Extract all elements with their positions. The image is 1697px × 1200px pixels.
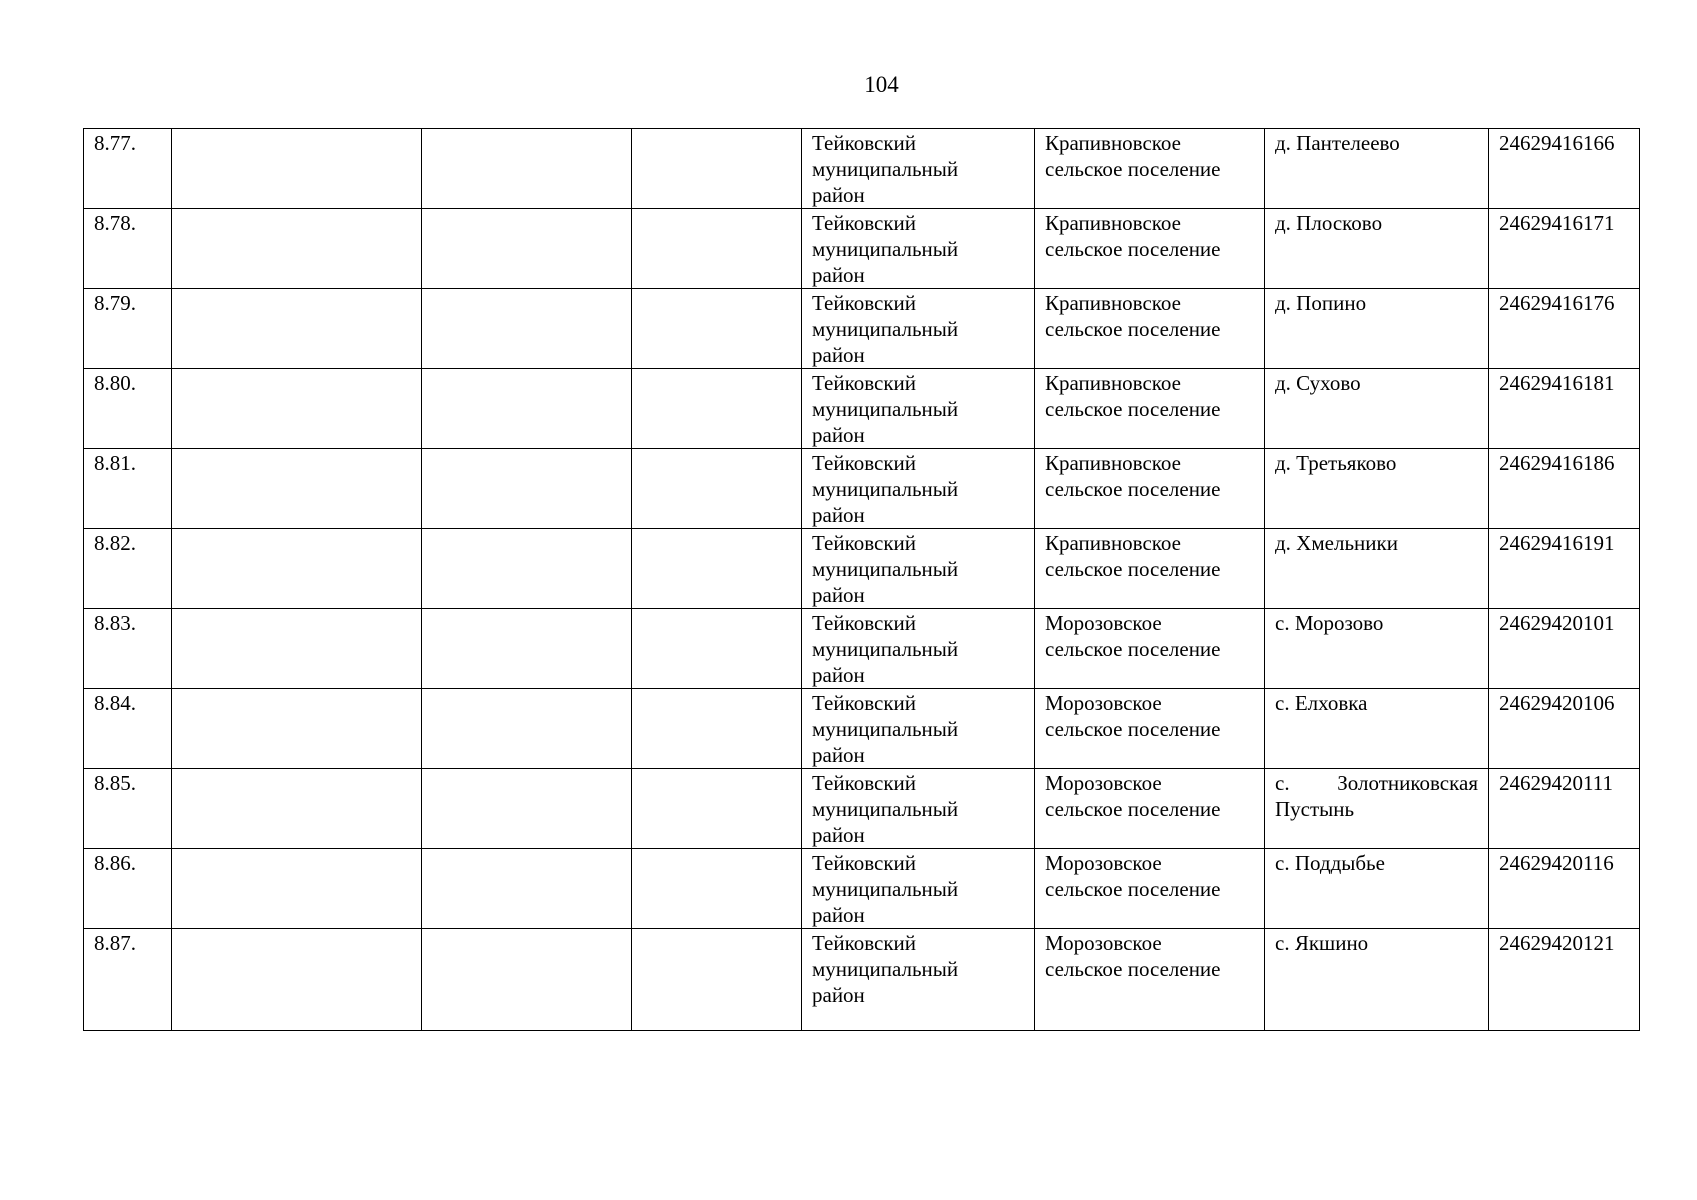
district-cell: Тейковский муниципальный район bbox=[802, 369, 1035, 449]
row-number-cell: 8.83. bbox=[84, 609, 172, 689]
district-cell: Тейковский муниципальный район bbox=[802, 849, 1035, 929]
settlement-cell: с. Золотниковская Пустынь bbox=[1265, 769, 1489, 849]
row-number-cell: 8.81. bbox=[84, 449, 172, 529]
municipality-cell: Крапивновское сельское поселение bbox=[1035, 129, 1265, 209]
row-number-cell: 8.84. bbox=[84, 689, 172, 769]
table-row bbox=[84, 129, 1640, 209]
district-cell: Тейковский муниципальный район bbox=[802, 209, 1035, 289]
settlement-cell: д. Пантелеево bbox=[1265, 129, 1489, 209]
municipality-cell: Крапивновское сельское поселение bbox=[1035, 529, 1265, 609]
empty-cell bbox=[422, 369, 632, 449]
district-cell: Тейковский муниципальный район bbox=[802, 529, 1035, 609]
settlement-cell: с. Морозово bbox=[1265, 609, 1489, 689]
empty-cell bbox=[172, 369, 422, 449]
settlement-cell: д. Хмельники bbox=[1265, 529, 1489, 609]
row-number-cell: 8.85. bbox=[84, 769, 172, 849]
row-number-cell: 8.87. bbox=[84, 929, 172, 1031]
empty-cell bbox=[422, 689, 632, 769]
municipality-cell: Морозовское сельское поселение bbox=[1035, 849, 1265, 929]
settlement-cell: с. Елховка bbox=[1265, 689, 1489, 769]
empty-cell bbox=[632, 929, 802, 1031]
empty-cell bbox=[172, 689, 422, 769]
district-cell: Тейковский муниципальный район bbox=[802, 609, 1035, 689]
row-number-cell: 8.80. bbox=[84, 369, 172, 449]
empty-cell bbox=[172, 929, 422, 1031]
empty-cell bbox=[632, 849, 802, 929]
district-cell: Тейковский муниципальный район bbox=[802, 129, 1035, 209]
table-row bbox=[84, 369, 1640, 449]
oktmo-code-cell: 24629420116 bbox=[1489, 849, 1640, 929]
municipality-cell: Морозовское сельское поселение bbox=[1035, 689, 1265, 769]
empty-cell bbox=[172, 529, 422, 609]
row-number-cell: 8.78. bbox=[84, 209, 172, 289]
empty-cell bbox=[632, 129, 802, 209]
empty-cell bbox=[172, 129, 422, 209]
table-row bbox=[84, 849, 1640, 929]
row-number-cell: 8.82. bbox=[84, 529, 172, 609]
settlements-table bbox=[83, 128, 1640, 1031]
settlement-cell: с. Якшино bbox=[1265, 929, 1489, 1031]
table-row bbox=[84, 769, 1640, 849]
row-number-cell: 8.86. bbox=[84, 849, 172, 929]
district-cell: Тейковский муниципальный район bbox=[802, 689, 1035, 769]
oktmo-code-cell: 24629416191 bbox=[1489, 529, 1640, 609]
row-number-cell: 8.77. bbox=[84, 129, 172, 209]
empty-cell bbox=[172, 849, 422, 929]
row-number-cell: 8.79. bbox=[84, 289, 172, 369]
oktmo-code-cell: 24629416171 bbox=[1489, 209, 1640, 289]
municipality-cell: Крапивновское сельское поселение bbox=[1035, 289, 1265, 369]
oktmo-code-cell: 24629420121 bbox=[1489, 929, 1640, 1031]
oktmo-code-cell: 24629420106 bbox=[1489, 689, 1640, 769]
empty-cell bbox=[632, 289, 802, 369]
oktmo-code-cell: 24629420101 bbox=[1489, 609, 1640, 689]
district-cell: Тейковский муниципальный район bbox=[802, 929, 1035, 1031]
empty-cell bbox=[632, 689, 802, 769]
table-row bbox=[84, 689, 1640, 769]
empty-cell bbox=[632, 449, 802, 529]
empty-cell bbox=[632, 609, 802, 689]
settlement-cell: с. Поддыбье bbox=[1265, 849, 1489, 929]
empty-cell bbox=[632, 769, 802, 849]
oktmo-code-cell: 24629416166 bbox=[1489, 129, 1640, 209]
empty-cell bbox=[632, 529, 802, 609]
oktmo-code-cell: 24629416186 bbox=[1489, 449, 1640, 529]
empty-cell bbox=[422, 609, 632, 689]
municipality-cell: Крапивновское сельское поселение bbox=[1035, 209, 1265, 289]
table-row bbox=[84, 449, 1640, 529]
empty-cell bbox=[422, 449, 632, 529]
municipality-cell: Морозовское сельское поселение bbox=[1035, 929, 1265, 1031]
municipality-cell: Морозовское сельское поселение bbox=[1035, 769, 1265, 849]
empty-cell bbox=[422, 929, 632, 1031]
table-row bbox=[84, 289, 1640, 369]
district-cell: Тейковский муниципальный район bbox=[802, 289, 1035, 369]
empty-cell bbox=[422, 129, 632, 209]
table-row bbox=[84, 609, 1640, 689]
empty-cell bbox=[422, 849, 632, 929]
empty-cell bbox=[172, 449, 422, 529]
municipality-cell: Крапивновское сельское поселение bbox=[1035, 449, 1265, 529]
settlement-cell: д. Плосково bbox=[1265, 209, 1489, 289]
empty-cell bbox=[422, 209, 632, 289]
empty-cell bbox=[172, 289, 422, 369]
empty-cell bbox=[422, 769, 632, 849]
empty-cell bbox=[172, 209, 422, 289]
table-row bbox=[84, 929, 1640, 1031]
settlement-cell: д. Сухово bbox=[1265, 369, 1489, 449]
district-cell: Тейковский муниципальный район bbox=[802, 449, 1035, 529]
oktmo-code-cell: 24629416181 bbox=[1489, 369, 1640, 449]
settlement-cell: д. Третьяково bbox=[1265, 449, 1489, 529]
table-row bbox=[84, 529, 1640, 609]
settlement-cell: д. Попино bbox=[1265, 289, 1489, 369]
empty-cell bbox=[632, 369, 802, 449]
empty-cell bbox=[172, 609, 422, 689]
empty-cell bbox=[632, 209, 802, 289]
district-cell: Тейковский муниципальный район bbox=[802, 769, 1035, 849]
empty-cell bbox=[422, 289, 632, 369]
table-row bbox=[84, 209, 1640, 289]
empty-cell bbox=[172, 769, 422, 849]
oktmo-code-cell: 24629416176 bbox=[1489, 289, 1640, 369]
oktmo-code-cell: 24629420111 bbox=[1489, 769, 1640, 849]
empty-cell bbox=[422, 529, 632, 609]
municipality-cell: Крапивновское сельское поселение bbox=[1035, 369, 1265, 449]
municipality-cell: Морозовское сельское поселение bbox=[1035, 609, 1265, 689]
page-number: 104 bbox=[864, 72, 899, 97]
